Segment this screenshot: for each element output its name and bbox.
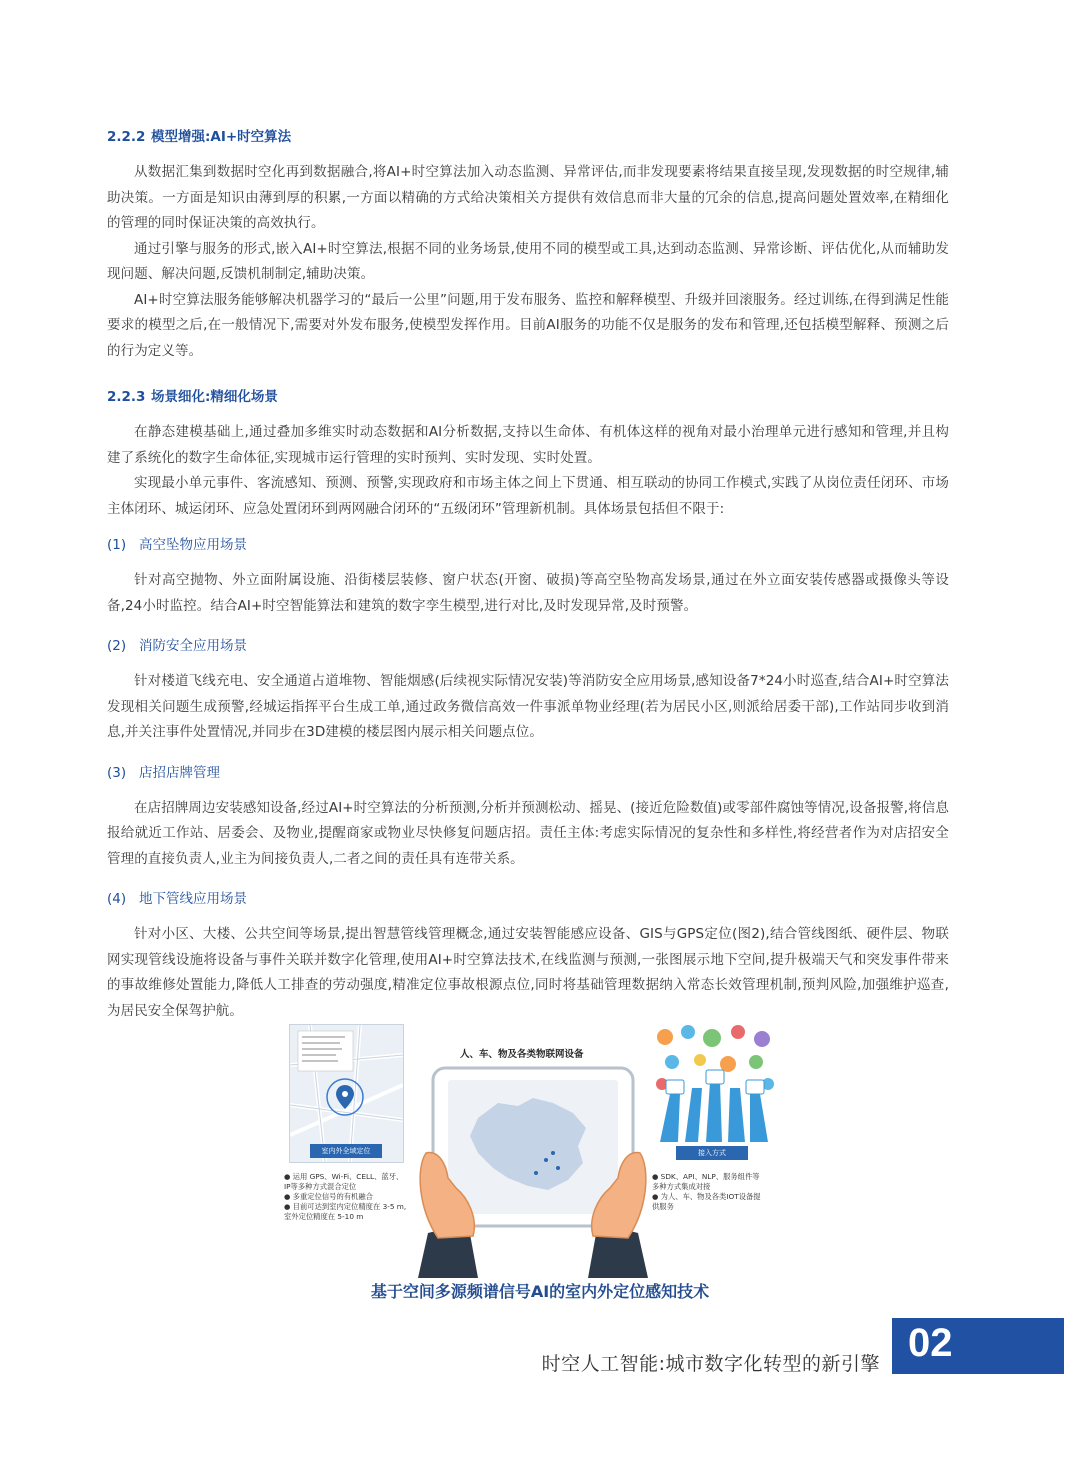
section-title: 模型增强:AI+时空算法 bbox=[151, 129, 292, 145]
scene-heading bbox=[107, 635, 949, 657]
scene-number: (3) bbox=[107, 764, 127, 781]
paragraph: 针对小区、大楼、公共空间等场景,提出智慧管线管理概念,通过安装智能感应设备、GIS与GPS定位(图2),结合管线图纸、硬件层、物联网实现管线设施将设备与事件关联并数字化管理,使用AI+时空算法技术,在线监测与预测,一张图展示地下空间,提升极端天气和突发事件带来的事故维修处置能力,降低人工排查的劳动强度,精准定位事故根源点位,同时将基础管理数据纳入常态长效管理机制,预判风险,加强维护巡查,为居民安全保驾护航。 bbox=[107, 926, 949, 1019]
paragraph: 实现最小单元事件、客流感知、预测、预警,实现政府和市场主体之间上下贯通、相互联动的协同工作模式,实践了从岗位责任闭环、市场主体闭环、城运闭环、应急处置闭环到两网融合闭环的“五级闭环”管理新机制。具体场景包括但不限于: bbox=[107, 475, 949, 517]
access-label: 接入方式 bbox=[676, 1146, 748, 1160]
iot-devices-icon bbox=[650, 1022, 780, 1164]
scene-title: 高空坠物应用场景 bbox=[139, 537, 247, 553]
left-bullet-list bbox=[284, 1172, 406, 1222]
bullet-item: ● 为人、车、物及各类IOT设备提 bbox=[652, 1192, 761, 1201]
scene-number: (2) bbox=[107, 638, 127, 654]
map-icon bbox=[290, 1025, 403, 1162]
right-bullet-list bbox=[652, 1172, 761, 1212]
paragraph: 从数据汇集到数据时空化再到数据融合,将AI+时空算法加入动态监测、异常评估,而非发现要素将结果直接呈现,发现数据的时空规律,辅助决策。一方面是知识由薄到厚的积累,一方面以精确的方式给决策相关方提供有效信息而非大量的冗余的信息,提高问题处置效率,在精细化的管理的同时保证决策的高效执行。 bbox=[107, 164, 949, 231]
scene-heading bbox=[107, 762, 949, 784]
footer-title: 时空人工智能:城市数字化转型的新引擎 bbox=[541, 1353, 880, 1375]
section-heading-222 bbox=[107, 126, 949, 148]
tablet-hands-illustration bbox=[408, 1058, 658, 1278]
scene-number: (4) bbox=[107, 891, 127, 907]
bullet-item: 多种方式集成对接 bbox=[652, 1182, 711, 1191]
bullet-item: IP等多种方式混合定位 bbox=[284, 1182, 357, 1191]
figure-caption: 基于空间多源频谱信号AI的室内外定位感知技术 bbox=[370, 1282, 710, 1301]
paragraph: 通过引擎与服务的形式,嵌入AI+时空算法,根据不同的业务场景,使用不同的模型或工具,达到动态监测、异常诊断、评估优化,从而辅助发现问题、解决问题,反馈机制制定,辅助决策。 bbox=[107, 240, 949, 282]
section-number: 2.2.2 bbox=[107, 129, 146, 145]
scene-number: (1) bbox=[107, 537, 127, 553]
positioning-figure bbox=[278, 1016, 798, 1278]
paragraph: 针对高空抛物、外立面附属设施、沿街楼层装修、窗户状态(开窗、破损)等高空坠物高发场景,通过在外立面安装传感器或摄像头等设备,24小时监控。结合AI+时空智能算法和建筑的数字孪生模型,进行对比,及时发现异常,及时预警。 bbox=[107, 572, 949, 614]
bullet-item: 供服务 bbox=[652, 1202, 674, 1211]
scene-title: 消防安全应用场景 bbox=[139, 638, 247, 654]
section-title: 场景细化:精细化场景 bbox=[151, 389, 278, 405]
paragraph: 在静态建模基础上,通过叠加多维实时动态数据和AI分析数据,支持以生命体、有机体这样的视角对最小治理单元进行感知和管理,并且构建了系统化的数字生命体征,实现城市运行管理的实时预判、实时发现、实时处置。 bbox=[107, 424, 949, 466]
bullet-item: ● 多重定位信号的有机融合 bbox=[284, 1192, 373, 1201]
section-number: 2.2.3 bbox=[107, 389, 146, 405]
map-label: 室内外全域定位 bbox=[310, 1144, 382, 1158]
scene-heading bbox=[107, 534, 949, 556]
scene-title: 店招店牌管理 bbox=[139, 764, 220, 781]
scene-title: 地下管线应用场景 bbox=[139, 891, 247, 907]
iot-icons-thumbnail bbox=[650, 1022, 780, 1164]
bullet-item: ● 运用 GPS、Wi-Fi、CELL、蓝牙、 bbox=[284, 1172, 404, 1181]
paragraph: AI+时空算法服务能够解决机器学习的“最后一公里”问题,用于发布服务、监控和解释模型、升级并回滚服务。经过训练,在得到满足性能要求的模型之后,在一般情况下,需要对外发布服务,使模型发挥作用。目前AI服务的功能不仅是服务的发布和管理,还包括模型解释、预测之后的行为定义等。 bbox=[107, 291, 949, 359]
bullet-item: ● SDK、API、NLP、服务组件等 bbox=[652, 1172, 760, 1181]
paragraph: 在店招牌周边安装感知设备,经过AI+时空算法的分析预测,分析并预测松动、摇晃、(接近危险数值)或零部件腐蚀等情况,设备报警,将信息报给就近工作站、居委会、及物业,提醒商家或物业尽快修复问题店招。责任主体:考虑实际情况的复杂性和多样性,将经营者作为对店招安全管理的直接负责人,业主为间接负责人,二者之间的责任具有连带关系。 bbox=[107, 799, 949, 867]
scene-heading bbox=[107, 888, 949, 910]
figure-title: 人、车、物及各类物联网设备 bbox=[460, 1049, 584, 1060]
page-number-box bbox=[892, 1318, 1064, 1374]
bullet-item: ● 目前可达到室内定位精度在 3-5 m, bbox=[284, 1202, 407, 1211]
page-body bbox=[107, 126, 949, 1024]
paragraph: 针对楼道飞线充电、安全通道占道堆物、智能烟感(后续视实际情况安装)等消防安全应用场景,感知设备7*24小时巡查,结合AI+时空算法发现相关问题生成预警,经城运指挥平台生成工单,通过政务微信高效一件事派单物业经理(若为居民小区,则派给居委干部),工作站同步收到消息,并关注事件处置情况,并同步在3D建模的楼层图内展示相关问题点位。 bbox=[107, 673, 949, 740]
section-heading-223 bbox=[107, 386, 949, 408]
map-thumbnail bbox=[289, 1024, 404, 1163]
bullet-item: 室外定位精度在 5-10 m bbox=[284, 1212, 364, 1221]
page-number: 02 bbox=[908, 1321, 953, 1365]
